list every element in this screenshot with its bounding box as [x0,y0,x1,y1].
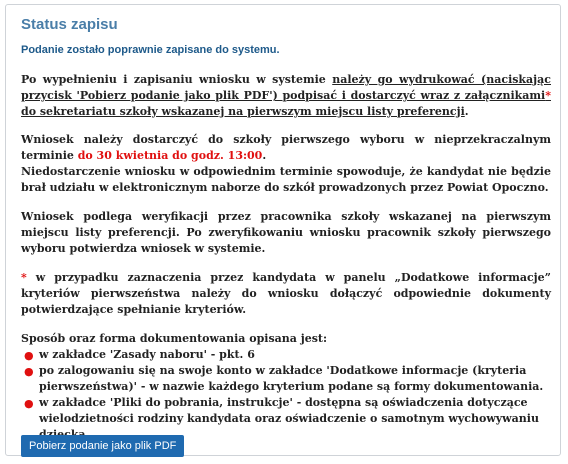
list-item-text: w zakładce 'Pliki do pobrania, instrukcje' - dostępna są oświadczenia dotyczące wielodzietności rodziny kandydata oraz oświadczenie o samotnym wychowywaniu [39,396,539,425]
list-item [21,363,551,395]
deadline-paragraph [21,132,551,164]
criteria-asterisk: * [21,271,27,284]
deadline-lead: Wniosek należy dostarczyć do szkoły pierwszego wyboru w nieprzekraczalnym terminie [21,133,551,162]
non-delivery-warning: Niedostarczenie wniosku w odpowiednim terminie spowoduje, że kandydat nie będzie brał udziału w elektronicznym naborze do szkół prowadzonych przez Powiat Opoczno. [21,165,551,194]
print-instructions-destination: do sekretariatu szkoły wskazanej na pierwszym miejscu listy preferencji [21,105,465,118]
bullet-icon: ● [24,365,34,378]
list-item-text: po zalogowaniu się na swoje konto w zakładce 'Dodatkowe informacje (kryteria pierwszeństwa)' - w nazwie każdego kryterium podane są formy dokumentowania. [39,364,544,393]
print-instructions-lead: Po wypełnieniu i zapisaniu wniosku w systemie [21,73,333,86]
attachments-asterisk: * [545,89,551,102]
download-pdf-button[interactable]: Pobierz podanie jako plik PDF [21,435,184,457]
list-item-text: w zakładce 'Zasady naboru' - pkt. 6 [39,348,255,361]
deadline-end: . [262,149,267,162]
bullet-icon: ● [24,349,34,362]
deadline-date: do 30 kwietnia do godz. 13:00 [77,149,263,162]
criteria-note-text: w przypadku zaznaczenia przez kandydata w panelu „Dodatkowe informacje” kryteriów pierwszeństwa należy do wniosku dołączyć odpowiednie dokumenty potwierdzające spełnianie kryteriów. [21,271,551,316]
print-instructions [21,72,551,120]
criteria-note [21,270,551,318]
print-instructions-main: należy go wydrukować (naciskając przycisk 'Pobierz podanie jako plik PDF') podpisać i dostarczyć wraz z załącznikami [21,73,551,102]
print-instructions-end: . [464,105,469,118]
success-message: Podanie zostało poprawnie zapisane do systemu. [21,44,280,56]
page-title: Status zapisu [21,16,118,33]
status-panel [5,4,561,456]
list-item [21,347,551,363]
verification-info: Wniosek podlega weryfikacji przez pracownika szkoły wskazanej na pierwszym miejscu listy preferencji. Po zweryfikowaniu wniosku pracownik szkoły pierwszego wyboru potwierdza wniosek w systemie. [21,210,551,255]
documentation-list [21,347,551,443]
bullet-icon: ● [24,397,34,410]
documentation-heading: Sposób oraz forma dokumentowania opisana jest: [21,332,328,345]
